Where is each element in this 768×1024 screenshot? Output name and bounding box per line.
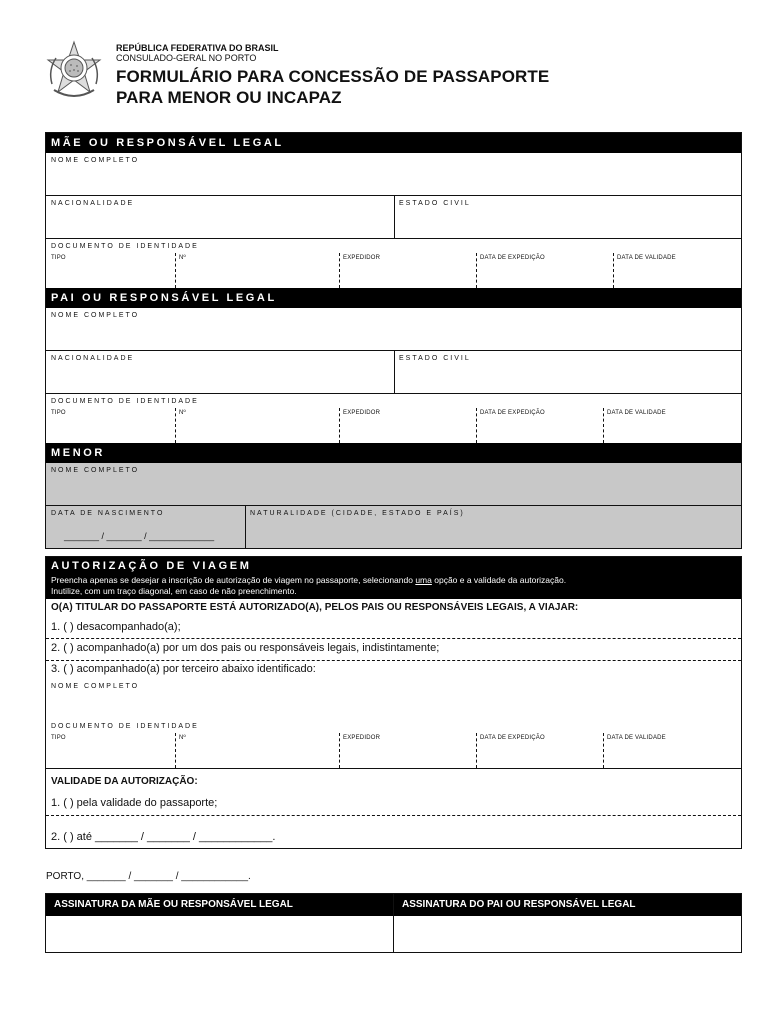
minor-birth-date-blank: _______ / _______ / _____________ [64,531,215,541]
dashed-separator [46,660,741,661]
minor-birth-date-field[interactable] [46,506,245,548]
authorization-box [45,556,742,849]
place-date-line[interactable]: PORTO, _______ / _______ / ____________. [46,871,251,882]
father-type-label[interactable]: TIPO [51,410,66,416]
minor-birth-row [46,506,741,548]
mother-issuer-label[interactable]: EXPEDIDOR [343,255,381,261]
minor-section-title: MENOR [46,443,741,463]
father-expiry-date-label[interactable]: DATA DE VALIDADE [607,410,666,416]
mother-nationality-row [46,196,741,239]
father-full-name-label: NOME COMPLETO [51,312,140,319]
father-full-name-field[interactable] [46,308,741,351]
mother-signature-label: ASSINATURA DA MÃE OU RESPONSÁVEL LEGAL [46,894,393,916]
father-issuer-label[interactable]: EXPEDIDOR [343,410,381,416]
form-header [44,40,744,110]
mother-id-document-label: DOCUMENTO DE IDENTIDADE [51,243,199,250]
option-third-party[interactable]: 3. ( ) acompanhado(a) por terceiro abaixo identificado: [51,663,316,675]
minor-full-name-field[interactable] [46,463,741,506]
authorization-body [46,599,741,861]
dashed-divider [476,408,477,443]
mother-expiry-date-label[interactable]: DATA DE VALIDADE [617,255,676,261]
option-one-parent[interactable]: 2. ( ) acompanhado(a) por um dos pais ou responsáveis legais, indistintamente; [51,642,440,654]
mother-number-label[interactable]: Nº [179,255,186,261]
mother-nationality-label: NACIONALIDADE [51,200,135,207]
father-nationality-label: NACIONALIDADE [51,355,135,362]
republic-name: REPÚBLICA FEDERATIVA DO BRASIL [116,43,279,53]
third-party-full-name-label: NOME COMPLETO [51,683,140,690]
parents-minor-box [45,132,742,549]
mother-section-title: MÃE OU RESPONSÁVEL LEGAL [46,133,741,153]
mother-issue-date-label[interactable]: DATA DE EXPEDIÇÃO [480,255,545,261]
minor-birthplace-field[interactable] [245,506,741,548]
dashed-divider [175,733,176,768]
minor-full-name-label: NOME COMPLETO [51,467,140,474]
third-party-issue-date-label[interactable]: DATA DE EXPEDIÇÃO [480,735,545,741]
mother-type-label[interactable]: TIPO [51,255,66,261]
brazil-coat-of-arms-icon [44,40,104,100]
minor-birthplace-label: NATURALIDADE (CIDADE, ESTADO E PAÍS) [250,510,465,517]
dashed-divider [175,408,176,443]
dashed-separator [46,815,741,816]
dashed-divider [603,733,604,768]
holder-statement: O(A) TITULAR DO PASSAPORTE ESTÁ AUTORIZADO(A), PELOS PAIS OU RESPONSÁVEIS LEGAIS, A VIAJAR: [51,602,579,613]
third-party-full-name-field[interactable] [46,679,741,719]
father-number-label[interactable]: Nº [179,410,186,416]
third-party-expiry-date-label[interactable]: DATA DE VALIDADE [607,735,666,741]
mother-full-name-field[interactable] [46,153,741,196]
mother-nationality-field[interactable] [46,196,394,238]
father-id-document-row [46,394,741,443]
validity-option-until-date[interactable]: 2. ( ) até _______ / _______ / ____________. [51,831,276,843]
form-title-line1: FORMULÁRIO PARA CONCESSÃO DE PASSAPORTE [116,67,550,86]
instruction-text: Preencha apenas se desejar a inscrição de autorização de viagem no passaporte, selecionando [51,575,416,585]
validity-option-passport[interactable]: 1. ( ) pela validade do passaporte; [51,797,218,809]
authorization-section-title: AUTORIZAÇÃO DE VIAGEM [46,557,741,575]
mother-marital-status-label: ESTADO CIVIL [399,200,471,207]
mother-marital-status-field[interactable] [394,196,741,238]
instruction-text-end: opção e a validade da autorização. [431,575,567,585]
mother-id-document-row [46,239,741,288]
third-party-id-document-label: DOCUMENTO DE IDENTIDADE [51,723,199,730]
third-party-issuer-label[interactable]: EXPEDIDOR [343,735,381,741]
father-marital-status-field[interactable] [394,351,741,393]
mother-full-name-label: NOME COMPLETO [51,157,140,164]
third-party-number-label[interactable]: Nº [179,735,186,741]
father-signature-field[interactable] [394,916,741,952]
dashed-divider [476,733,477,768]
dashed-divider [339,733,340,768]
dashed-divider [339,253,340,288]
father-marital-status-label: ESTADO CIVIL [399,355,471,362]
dashed-divider [476,253,477,288]
signature-box [45,893,742,953]
dashed-divider [613,253,614,288]
father-section-title: PAI OU RESPONSÁVEL LEGAL [46,288,741,308]
third-party-id-document-row [46,719,741,769]
authorization-instructions [46,575,741,599]
instruction-line2: Inutilize, com um traço diagonal, em caso de não preenchimento. [51,586,297,596]
dashed-separator [46,638,741,639]
father-issue-date-label[interactable]: DATA DE EXPEDIÇÃO [480,410,545,416]
father-nationality-row [46,351,741,394]
option-unaccompanied[interactable]: 1. ( ) desacompanhado(a); [51,621,181,633]
father-signature-label: ASSINATURA DO PAI OU RESPONSÁVEL LEGAL [394,894,741,916]
dashed-divider [603,408,604,443]
instruction-underlined: uma [415,575,432,585]
third-party-type-label[interactable]: TIPO [51,735,66,741]
consulate-name: CONSULADO-GERAL NO PORTO [116,53,257,63]
validity-title: VALIDADE DA AUTORIZAÇÃO: [51,776,198,787]
mother-signature-field[interactable] [46,916,393,952]
father-nationality-field[interactable] [46,351,394,393]
minor-birth-date-label: DATA DE NASCIMENTO [51,510,165,517]
father-id-document-label: DOCUMENTO DE IDENTIDADE [51,398,199,405]
form-title-line2: PARA MENOR OU INCAPAZ [116,88,342,107]
dashed-divider [175,253,176,288]
dashed-divider [339,408,340,443]
